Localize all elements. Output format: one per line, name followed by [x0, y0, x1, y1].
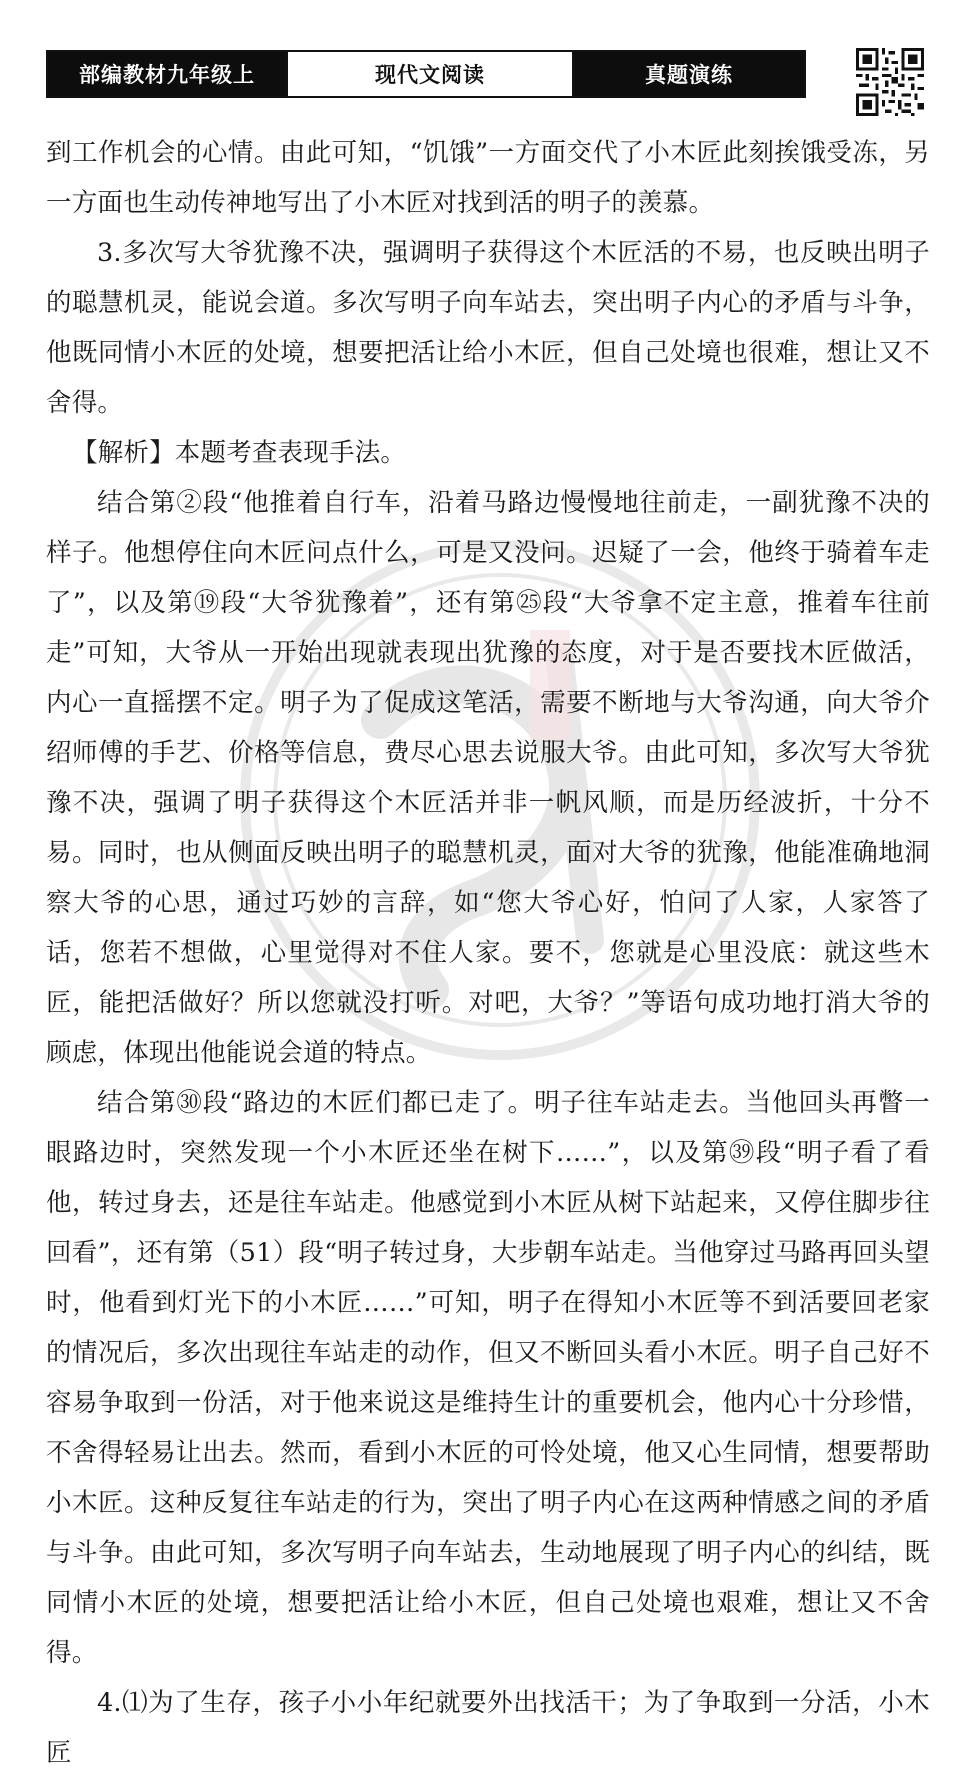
paragraph-answer-3: 3.多次写大爷犹豫不决，强调明子获得这个木匠活的不易，也反映出明子的聪慧机灵，能说会道。多次写明子向车站去，突出明子内心的矛盾与斗争，他既同情小木匠的处境，想要把活让给小木匠，但自己处境也很难，想让又不舍得。 — [46, 238, 930, 418]
paragraph-analysis-1: 结合第②段“他推着自行车，沿着马路边慢慢地往前走，一副犹豫不决的样子。他想停住向木匠问点什么，可是又没问。迟疑了一会，他终于骑着车走了”，以及第⑲段“大爷犹豫着”，还有第㉕段“大爷拿不定主意，推着车往前走”可知，大爷从一开始出现就表现出犹豫的态度，对于是否要找木匠做活，内心一直摇摆不定。明子为了促成这笔活，需要不断地与大爷沟通，向大爷介绍师傅的手艺、价格等信息，费尽心思去说服大爷。由此可知，多次写大爷犹豫不决，强调了明子获得这个木匠活并非一帆风顺，而是历经波折，十分不易。同时，也从侧面反映出明子的聪慧机灵，面对大爷的犹豫，他能准确地洞察大爷的心思，通过巧妙的言辞，如“您大爷心好，怕问了人家，人家答了话，您若不想做，心里觉得对不住人家。要不，您就是心里没底：就这些木匠，能把活做好？所以您就没打听。对吧，大爷？”等语句成功地打消大爷的顾虑，体现出他能说会道的特点。 — [46, 488, 930, 1068]
qr-code-icon[interactable] — [856, 48, 924, 116]
header-section: 现代文阅读 — [286, 52, 574, 96]
paragraph-continuation: 到工作机会的心情。由此可知，“饥饿”一方面交代了小木匠此刻挨饿受冻，另一方面也生动传神地写出了小木匠对找到活的明子的羡慕。 — [46, 138, 930, 218]
header-practice: 真题演练 — [574, 52, 804, 96]
paragraph-answer-4: 4.⑴为了生存，孩子小小年纪就要外出找活干；为了争取到一分活，小木匠 — [46, 1688, 930, 1768]
document-body — [46, 128, 930, 1778]
paragraph-analysis-label: 【解析】本题考查表现手法。 — [72, 438, 407, 468]
header-grade: 部编教材九年级上 — [48, 52, 286, 96]
paragraph-analysis-2: 结合第㉚段“路边的木匠们都已走了。明子往车站走去。当他回头再瞥一眼路边时，突然发现一个小木匠还坐在树下……”，以及第㊴段“明子看了看他，转过身去，还是往车站走。他感觉到小木匠从树下站起来，又停住脚步往回看”，还有第（51）段“明子转过身，大步朝车站走。当他穿过马路再回头望时，他看到灯光下的小木匠……”可知，明子在得知小木匠等不到活要回老家的情况后，多次出现往车站走的动作，但又不断回头看小木匠。明子自己好不容易争取到一份活，对于他来说这是维持生计的重要机会，他内心十分珍惜，不舍得轻易让出去。然而，看到小木匠的可怜处境，他又心生同情，想要帮助小木匠。这种反复往车站走的行为，突出了明子内心在这两种情感之间的矛盾与斗争。由此可知，多次写明子向车站去，生动地展现了明子内心的纠结，既同情小木匠的处境，想要把活让给小木匠，但自己处境也艰难，想让又不舍得。 — [46, 1088, 930, 1668]
header-bar — [46, 50, 806, 98]
